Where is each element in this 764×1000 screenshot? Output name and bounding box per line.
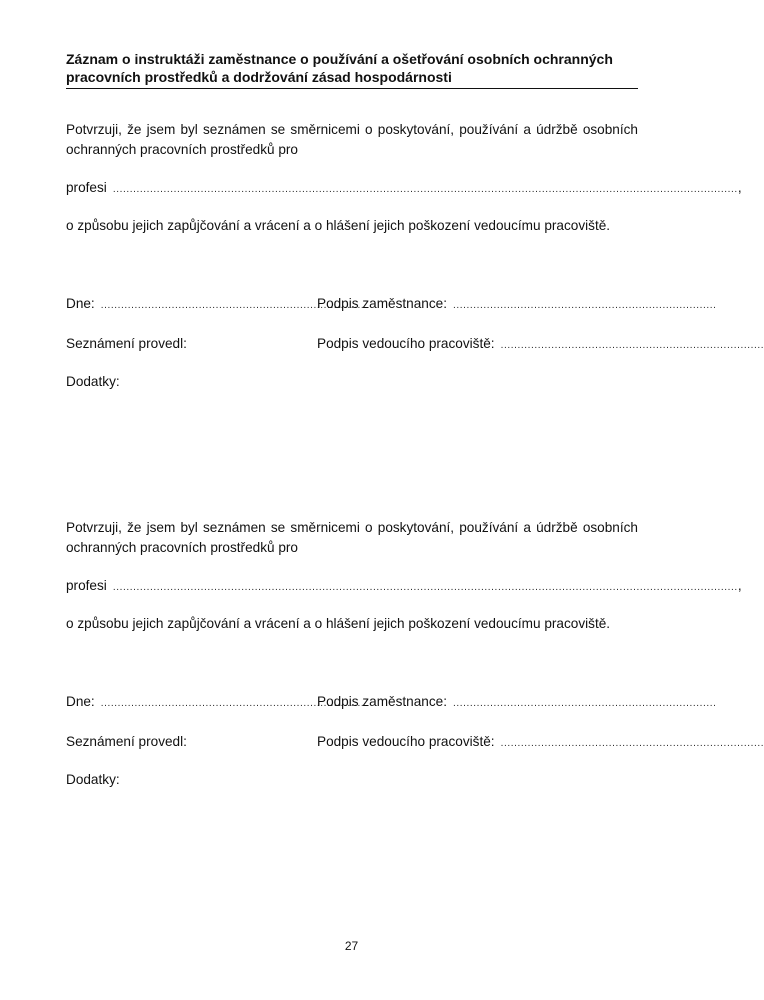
- page-title: [66, 50, 638, 89]
- profession-dotted-line: .........................................................................................................................................................................................: [112, 184, 738, 195]
- profession-dotted-line: .........................................................................................................................................................................................: [112, 582, 738, 593]
- date-label: Dne:: [66, 694, 95, 709]
- instruction-record-form-2: [66, 518, 764, 818]
- signature-row-2: [66, 336, 764, 356]
- employee-signature-dotted-line: ..............................................................................: [452, 300, 717, 311]
- instructed-by-label: Seznámení provedl:: [66, 336, 187, 351]
- profession-label: profesi: [66, 180, 107, 195]
- manager-signature-field[interactable]: [317, 336, 764, 351]
- signature-row-2: [66, 734, 764, 754]
- confirmation-paragraph: Potvrzuji, že jsem byl seznámen se směrnicemi o poskytování, používání a údržbě osobních ochranných pracovních prostředků pro: [66, 122, 638, 157]
- page-number: 27: [344, 939, 359, 953]
- instruction-record-form-1: [66, 120, 764, 420]
- date-label: Dne:: [66, 296, 95, 311]
- instructed-by-field[interactable]: [66, 336, 310, 351]
- title-line-1: Záznam o instruktáži zaměstnance o používání a ošetřování osobních ochranných: [66, 51, 613, 67]
- date-field[interactable]: [66, 296, 365, 311]
- addenda-label: Dodatky:: [66, 374, 120, 389]
- instructed-by-label: Seznámení provedl:: [66, 734, 187, 749]
- employee-signature-label: Podpis zaměstnance:: [317, 296, 447, 311]
- signature-row-1: [66, 694, 717, 714]
- profession-field[interactable]: [66, 578, 742, 593]
- manager-signature-field[interactable]: [317, 734, 764, 749]
- profession-field[interactable]: [66, 180, 742, 195]
- employee-signature-dotted-line: ..............................................................................: [452, 698, 717, 709]
- loan-text: o způsobu jejich zapůjčování a vrácení a o hlášení jejich poškození vedoucímu pracoviště.: [66, 218, 611, 233]
- confirmation-paragraph: Potvrzuji, že jsem byl seznámen se směrnicemi o poskytování, používání a údržbě osobních ochranných pracovních prostředků pro: [66, 520, 638, 555]
- employee-signature-field[interactable]: [317, 694, 717, 709]
- loan-text: o způsobu jejich zapůjčování a vrácení a o hlášení jejich poškození vedoucímu pracoviště.: [66, 616, 611, 631]
- manager-signature-dotted-line: ..............................................................................: [500, 340, 764, 351]
- manager-signature-label: Podpis vedoucího pracoviště:: [317, 734, 495, 749]
- signature-row-1: [66, 296, 717, 316]
- manager-signature-dotted-line: ..............................................................................: [500, 738, 764, 749]
- manager-signature-label: Podpis vedoucího pracoviště:: [317, 336, 495, 351]
- date-dotted-line: ..............................................................................: [100, 300, 365, 311]
- title-line-2: pracovních prostředků a dodržování zásad hospodárnosti: [66, 69, 452, 85]
- date-dotted-line: ..............................................................................: [100, 698, 365, 709]
- date-field[interactable]: [66, 694, 365, 709]
- addenda-label: Dodatky:: [66, 772, 120, 787]
- instructed-by-field[interactable]: [66, 734, 310, 749]
- profession-end-comma: ,: [737, 578, 742, 593]
- employee-signature-field[interactable]: [317, 296, 717, 311]
- profession-label: profesi: [66, 578, 107, 593]
- profession-end-comma: ,: [737, 180, 742, 195]
- employee-signature-label: Podpis zaměstnance:: [317, 694, 447, 709]
